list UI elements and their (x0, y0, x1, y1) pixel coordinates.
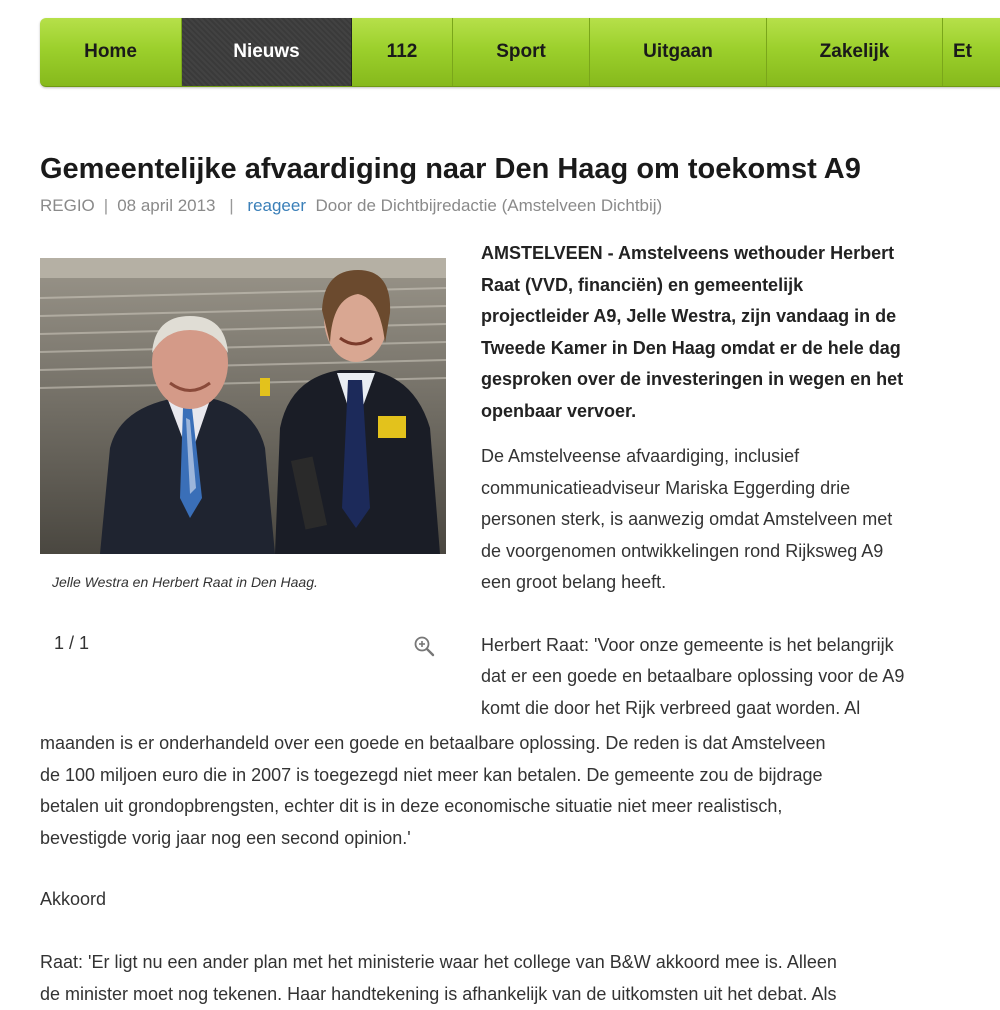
article-paragraph: Raat: 'Er ligt nu een ander plan met het ministerie waar het college van B&W akkoord mee is. Alleen de minister moet nog tekenen. Haar handtekening is afhankelijk van de uitkomsten uit het debat. Als (40, 952, 837, 1004)
nav-item-zakelijk[interactable]: Zakelijk (767, 18, 943, 86)
photo-caption: Jelle Westra en Herbert Raat in Den Haag. (52, 574, 318, 590)
article-meta (40, 196, 662, 216)
article-paragraph-continued: maanden is er onderhandeld over een goede en betaalbare oplossing. De reden is dat Amstelveen de 100 miljoen euro die in 2007 is toegezegd niet meer kan betalen. De gemeente zou de bijdrage betalen uit grondopbrengsten, echter dit is in deze economische situatie niet meer realistisch, bevestigde vorig jaar nog een second opinion.' (40, 733, 826, 848)
article-category[interactable]: REGIO (40, 196, 95, 215)
article-lead: AMSTELVEEN - Amstelveens wethouder Herbert Raat (VVD, financiën) en gemeentelijk projectleider A9, Jelle Westra, zijn vandaag in de Tweede Kamer in Den Haag omdat er de hele dag gesproken over de investeringen in wegen en het openbaar vervoer. (481, 243, 904, 421)
article-body-column (481, 238, 986, 724)
article-photo[interactable] (40, 258, 446, 554)
article-paragraph: Herbert Raat: 'Voor onze gemeente is het belangrijk dat er een goede en betaalbare oplossing voor de A9 komt die door het Rijk verbreed gaat worden. Al (481, 634, 905, 718)
photo-counter: 1 / 1 (54, 633, 90, 653)
nav-item-home[interactable]: Home (40, 18, 182, 86)
article-title: Gemeentelijke afvaardiging naar Den Haag om toekomst A9 (40, 153, 861, 185)
nav-item-sport[interactable]: Sport (453, 18, 590, 86)
article-paragraph: De Amstelveense afvaardiging, inclusief communicatieadviseur Mariska Eggerding drie personen sterk, is aanwezig omdat Amstelveen met de voorgenomen ontwikkelingen rond Rijksweg A9 een groot belang heeft. (481, 446, 893, 592)
main-nav (40, 18, 1000, 87)
zoom-in-icon[interactable] (412, 634, 436, 658)
meta-separator: | (103, 196, 109, 215)
reageer-link[interactable]: reageer (247, 196, 307, 215)
article-author: Door de Dichtbijredactie (Amstelveen Dichtbij) (315, 196, 663, 215)
nav-item-etc[interactable]: Et (953, 41, 972, 62)
article-subheading: Akkoord (40, 889, 107, 909)
article-date: 08 april 2013 (117, 196, 216, 215)
nav-item-nieuws[interactable]: Nieuws (182, 18, 352, 86)
photo-illustration (40, 258, 446, 554)
nav-item-uitgaan[interactable]: Uitgaan (590, 18, 767, 86)
meta-separator: | (224, 196, 239, 215)
nav-item-112[interactable]: 112 (352, 18, 453, 86)
